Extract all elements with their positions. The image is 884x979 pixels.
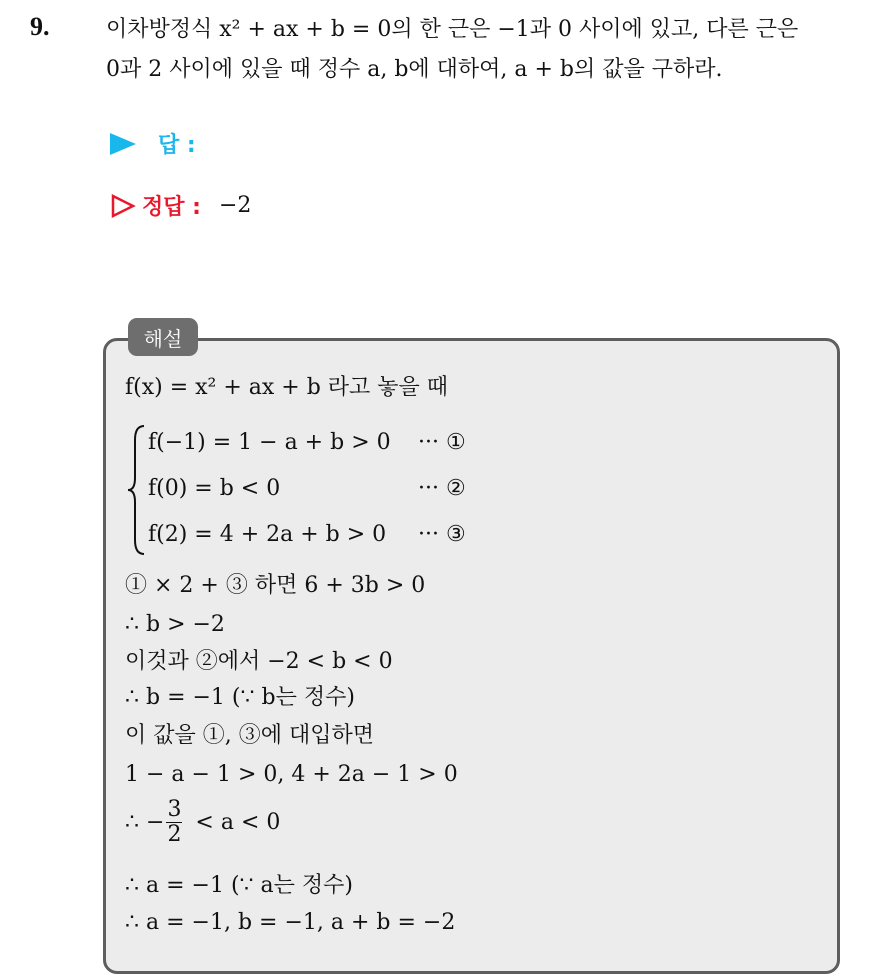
fraction-denominator: 2 <box>167 822 182 847</box>
answer-label: 답 : <box>158 133 196 158</box>
solution-line: 이 값을 ①, ③에 대입하면 <box>125 723 374 748</box>
solution-line: ∴ b = −1 (∵ b는 정수) <box>125 685 355 710</box>
case-expression-2: f(0) = b < 0 <box>148 476 281 501</box>
solution-line: 이것과 ②에서 −2 < b < 0 <box>125 649 393 674</box>
answer-row <box>110 128 196 159</box>
correct-answer-row <box>110 190 251 221</box>
solution-intro: f(x) = x² + ax + b 라고 놓을 때 <box>125 375 449 400</box>
fraction-numerator: 3 <box>167 797 182 822</box>
case-ref-1: ··· ① <box>418 430 466 455</box>
left-brace-icon <box>126 424 146 556</box>
solution-line: ① × 2 + ③ 하면 6 + 3b > 0 <box>125 573 426 598</box>
correct-answer-value: −2 <box>218 193 252 218</box>
question-text-line-2: 0과 2 사이에 있을 때 정수 a, b에 대하여, a + b의 값을 구하라. <box>106 57 723 82</box>
play-triangle-icon <box>110 133 136 155</box>
case-expression-3: f(2) = 4 + 2a + b > 0 <box>148 522 387 547</box>
solution-line: 1 − a − 1 > 0, 4 + 2a − 1 > 0 <box>125 762 458 787</box>
case-expression-1: f(−1) = 1 − a + b > 0 <box>148 430 391 455</box>
fraction-line <box>125 798 280 847</box>
question-number: 9. <box>30 12 50 41</box>
case-ref-3: ··· ③ <box>418 522 466 547</box>
fraction-line-suffix: < a < 0 <box>188 810 281 835</box>
fraction-line-prefix: ∴ − <box>125 810 165 835</box>
solution-line: ∴ a = −1 (∵ a는 정수) <box>125 873 353 898</box>
solution-line: ∴ b > −2 <box>125 612 225 637</box>
correct-answer-label: 정답 : <box>142 195 201 220</box>
solution-line: ∴ a = −1, b = −1, a + b = −2 <box>125 910 456 935</box>
case-ref-2: ··· ② <box>418 476 466 501</box>
outline-triangle-icon <box>110 193 136 219</box>
question-text-line-1: 이차방정식 x² + ax + b = 0의 한 근은 −1과 0 사이에 있고, 다른 근은 <box>106 17 799 42</box>
fraction <box>166 798 182 847</box>
solution-tag: 해설 <box>128 318 198 356</box>
